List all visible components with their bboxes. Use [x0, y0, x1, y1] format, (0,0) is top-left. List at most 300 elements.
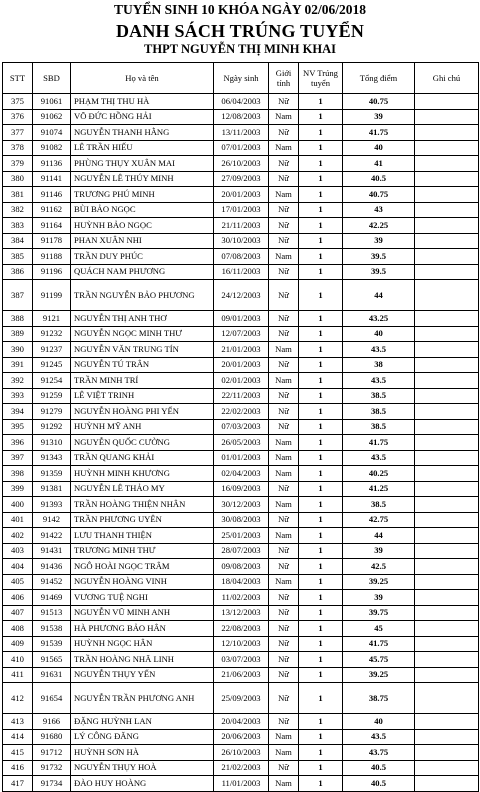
- cell-sbd: 91539: [33, 636, 71, 652]
- cell-note: [415, 109, 479, 125]
- cell-score: 44: [343, 528, 415, 544]
- cell-score: 41: [343, 156, 415, 172]
- cell-note: [415, 621, 479, 637]
- cell-stt: 392: [3, 373, 33, 389]
- cell-score: 38: [343, 357, 415, 373]
- cell-name: NGUYỄN NGỌC MINH THƯ: [71, 326, 214, 342]
- cell-sex: Nữ: [269, 171, 299, 187]
- cell-nv: 1: [299, 729, 343, 745]
- table-row: [3, 590, 479, 606]
- cell-note: [415, 466, 479, 482]
- cell-name: NGUYỄN HOÀNG VINH: [71, 574, 214, 590]
- cell-name: VƯƠNG TUỆ NGHI: [71, 590, 214, 606]
- cell-sex: Nữ: [269, 714, 299, 730]
- cell-dob: 30/08/2003: [214, 512, 269, 528]
- column-header-nv: NV Trúng tuyển: [299, 63, 343, 94]
- cell-sex: Nam: [269, 140, 299, 156]
- cell-note: [415, 156, 479, 172]
- cell-score: 39: [343, 590, 415, 606]
- cell-stt: 400: [3, 497, 33, 513]
- cell-score: 43: [343, 202, 415, 218]
- column-header-name: Họ và tên: [71, 63, 214, 94]
- cell-note: [415, 543, 479, 559]
- cell-name: NGÔ HOÀI NGỌC TRÂM: [71, 559, 214, 575]
- cell-stt: 378: [3, 140, 33, 156]
- cell-nv: 1: [299, 357, 343, 373]
- cell-name: TRẦN HOÀNG NHÃ LINH: [71, 652, 214, 668]
- cell-note: [415, 481, 479, 497]
- table-row: [3, 140, 479, 156]
- cell-score: 39.25: [343, 667, 415, 683]
- cell-sex: Nữ: [269, 621, 299, 637]
- cell-sbd: 91237: [33, 342, 71, 358]
- cell-dob: 22/08/2003: [214, 621, 269, 637]
- cell-sex: Nam: [269, 466, 299, 482]
- cell-name: HUỲNH MỸ ANH: [71, 419, 214, 435]
- cell-stt: 391: [3, 357, 33, 373]
- cell-name: TRẦN DUY PHÚC: [71, 249, 214, 265]
- cell-sex: Nam: [269, 187, 299, 203]
- cell-nv: 1: [299, 311, 343, 327]
- cell-nv: 1: [299, 109, 343, 125]
- cell-nv: 1: [299, 404, 343, 420]
- cell-note: [415, 435, 479, 451]
- cell-dob: 02/04/2003: [214, 466, 269, 482]
- cell-name: PHÙNG THỤY XUÂN MAI: [71, 156, 214, 172]
- cell-sbd: 91712: [33, 745, 71, 761]
- cell-note: [415, 311, 479, 327]
- cell-dob: 20/01/2003: [214, 357, 269, 373]
- cell-stt: 403: [3, 543, 33, 559]
- cell-sbd: 91146: [33, 187, 71, 203]
- cell-note: [415, 357, 479, 373]
- cell-score: 44: [343, 280, 415, 311]
- table-row: [3, 760, 479, 776]
- cell-note: [415, 249, 479, 265]
- cell-nv: 1: [299, 543, 343, 559]
- cell-sex: Nữ: [269, 636, 299, 652]
- cell-nv: 1: [299, 528, 343, 544]
- cell-dob: 21/02/2003: [214, 760, 269, 776]
- cell-stt: 388: [3, 311, 33, 327]
- table-row: [3, 714, 479, 730]
- cell-score: 38.5: [343, 497, 415, 513]
- cell-name: NGUYỄN THANH HẰNG: [71, 125, 214, 141]
- cell-stt: 406: [3, 590, 33, 606]
- cell-nv: 1: [299, 94, 343, 110]
- cell-nv: 1: [299, 683, 343, 714]
- cell-note: [415, 528, 479, 544]
- cell-sbd: 9121: [33, 311, 71, 327]
- cell-score: 39.75: [343, 605, 415, 621]
- cell-sex: Nữ: [269, 481, 299, 497]
- table-row: [3, 171, 479, 187]
- cell-sex: Nam: [269, 109, 299, 125]
- cell-sbd: 91141: [33, 171, 71, 187]
- cell-name: NGUYỄN THỊ ANH THƠ: [71, 311, 214, 327]
- cell-note: [415, 388, 479, 404]
- cell-stt: 411: [3, 667, 33, 683]
- cell-note: [415, 404, 479, 420]
- cell-sex: Nữ: [269, 760, 299, 776]
- cell-sbd: 91359: [33, 466, 71, 482]
- cell-score: 38.5: [343, 404, 415, 420]
- cell-name: LÊ VIỆT TRINH: [71, 388, 214, 404]
- cell-sbd: 91082: [33, 140, 71, 156]
- cell-nv: 1: [299, 745, 343, 761]
- cell-dob: 07/03/2003: [214, 419, 269, 435]
- cell-dob: 18/04/2003: [214, 574, 269, 590]
- cell-name: NGUYỄN THỤY HOÀ: [71, 760, 214, 776]
- cell-stt: 384: [3, 233, 33, 249]
- cell-dob: 11/02/2003: [214, 590, 269, 606]
- cell-stt: 413: [3, 714, 33, 730]
- cell-dob: 30/12/2003: [214, 497, 269, 513]
- cell-nv: 1: [299, 497, 343, 513]
- cell-dob: 12/08/2003: [214, 109, 269, 125]
- cell-stt: 404: [3, 559, 33, 575]
- cell-sbd: 91061: [33, 94, 71, 110]
- table-header-row: [3, 63, 479, 94]
- cell-dob: 07/01/2003: [214, 140, 269, 156]
- table-row: [3, 683, 479, 714]
- cell-nv: 1: [299, 218, 343, 234]
- cell-nv: 1: [299, 233, 343, 249]
- cell-sex: Nữ: [269, 233, 299, 249]
- cell-sex: Nữ: [269, 652, 299, 668]
- cell-note: [415, 636, 479, 652]
- cell-note: [415, 264, 479, 280]
- cell-sbd: 91279: [33, 404, 71, 420]
- cell-sbd: 91393: [33, 497, 71, 513]
- cell-note: [415, 202, 479, 218]
- cell-dob: 09/01/2003: [214, 311, 269, 327]
- cell-name: LƯU THANH THIỆN: [71, 528, 214, 544]
- table-row: [3, 264, 479, 280]
- cell-sbd: 91245: [33, 357, 71, 373]
- table-row: [3, 187, 479, 203]
- table-row: [3, 466, 479, 482]
- cell-dob: 11/01/2003: [214, 776, 269, 792]
- cell-sbd: 9166: [33, 714, 71, 730]
- cell-note: [415, 574, 479, 590]
- cell-name: PHẠM THỊ THU HÀ: [71, 94, 214, 110]
- cell-note: [415, 714, 479, 730]
- cell-sex: Nữ: [269, 683, 299, 714]
- table-row: [3, 109, 479, 125]
- cell-sbd: 9142: [33, 512, 71, 528]
- cell-dob: 09/08/2003: [214, 559, 269, 575]
- cell-nv: 1: [299, 512, 343, 528]
- cell-nv: 1: [299, 466, 343, 482]
- table-row: [3, 450, 479, 466]
- cell-note: [415, 125, 479, 141]
- cell-nv: 1: [299, 202, 343, 218]
- cell-score: 40.75: [343, 187, 415, 203]
- cell-name: TRƯƠNG MINH THƯ: [71, 543, 214, 559]
- cell-sex: Nam: [269, 574, 299, 590]
- cell-score: 39: [343, 109, 415, 125]
- cell-sex: Nữ: [269, 218, 299, 234]
- cell-note: [415, 140, 479, 156]
- table-row: [3, 621, 479, 637]
- cell-sex: Nữ: [269, 94, 299, 110]
- cell-stt: 377: [3, 125, 33, 141]
- cell-stt: 410: [3, 652, 33, 668]
- cell-sbd: 91162: [33, 202, 71, 218]
- cell-score: 40.25: [343, 466, 415, 482]
- cell-sex: Nam: [269, 342, 299, 358]
- cell-stt: 402: [3, 528, 33, 544]
- document-heading: TUYỂN SINH 10 KHÓA NGÀY 02/06/2018: [114, 2, 366, 17]
- cell-sex: Nam: [269, 776, 299, 792]
- cell-name: HUỲNH MINH KHƯƠNG: [71, 466, 214, 482]
- table-row: [3, 667, 479, 683]
- table-row: [3, 497, 479, 513]
- cell-dob: 20/01/2003: [214, 187, 269, 203]
- cell-nv: 1: [299, 187, 343, 203]
- cell-nv: 1: [299, 264, 343, 280]
- cell-dob: 16/11/2003: [214, 264, 269, 280]
- cell-score: 43.5: [343, 373, 415, 389]
- cell-note: [415, 683, 479, 714]
- cell-stt: 387: [3, 280, 33, 311]
- cell-dob: 27/09/2003: [214, 171, 269, 187]
- table-row: [3, 280, 479, 311]
- cell-dob: 03/07/2003: [214, 652, 269, 668]
- cell-note: [415, 605, 479, 621]
- cell-name: NGUYỄN TÚ TRÂN: [71, 357, 214, 373]
- cell-stt: 416: [3, 760, 33, 776]
- table-body: [3, 94, 479, 792]
- cell-sbd: 91732: [33, 760, 71, 776]
- cell-score: 43.5: [343, 342, 415, 358]
- table-row: [3, 652, 479, 668]
- cell-sbd: 91074: [33, 125, 71, 141]
- cell-score: 39: [343, 543, 415, 559]
- cell-nv: 1: [299, 450, 343, 466]
- cell-stt: 383: [3, 218, 33, 234]
- table-row: [3, 94, 479, 110]
- table-row: [3, 311, 479, 327]
- cell-stt: 412: [3, 683, 33, 714]
- cell-stt: 396: [3, 435, 33, 451]
- table-row: [3, 326, 479, 342]
- cell-sex: Nữ: [269, 156, 299, 172]
- cell-stt: 380: [3, 171, 33, 187]
- cell-nv: 1: [299, 621, 343, 637]
- cell-score: 40: [343, 326, 415, 342]
- cell-score: 42.75: [343, 512, 415, 528]
- cell-dob: 20/06/2003: [214, 729, 269, 745]
- cell-stt: 375: [3, 94, 33, 110]
- cell-score: 41.75: [343, 125, 415, 141]
- cell-note: [415, 729, 479, 745]
- cell-dob: 26/05/2003: [214, 435, 269, 451]
- cell-stt: 405: [3, 574, 33, 590]
- cell-nv: 1: [299, 667, 343, 683]
- cell-sbd: 91164: [33, 218, 71, 234]
- cell-score: 42.5: [343, 559, 415, 575]
- table-row: [3, 729, 479, 745]
- cell-nv: 1: [299, 636, 343, 652]
- cell-sbd: 91436: [33, 559, 71, 575]
- table-row: [3, 605, 479, 621]
- table-row: [3, 636, 479, 652]
- cell-dob: 26/10/2003: [214, 156, 269, 172]
- cell-sex: Nam: [269, 249, 299, 265]
- cell-sbd: 91062: [33, 109, 71, 125]
- cell-note: [415, 667, 479, 683]
- cell-name: NGUYỄN QUỐC CƯỜNG: [71, 435, 214, 451]
- cell-stt: 399: [3, 481, 33, 497]
- cell-score: 42.25: [343, 218, 415, 234]
- cell-sbd: 91196: [33, 264, 71, 280]
- cell-score: 38.5: [343, 419, 415, 435]
- table-row: [3, 776, 479, 792]
- cell-score: 39: [343, 233, 415, 249]
- cell-note: [415, 559, 479, 575]
- cell-stt: 389: [3, 326, 33, 342]
- cell-sex: Nam: [269, 497, 299, 513]
- cell-name: PHAN XUÂN NHI: [71, 233, 214, 249]
- cell-score: 38.75: [343, 683, 415, 714]
- cell-note: [415, 590, 479, 606]
- cell-stt: 415: [3, 745, 33, 761]
- cell-nv: 1: [299, 760, 343, 776]
- cell-sex: Nữ: [269, 559, 299, 575]
- column-header-dob: Ngày sinh: [214, 63, 269, 94]
- cell-score: 45: [343, 621, 415, 637]
- table-row: [3, 357, 479, 373]
- cell-nv: 1: [299, 435, 343, 451]
- cell-sex: Nam: [269, 450, 299, 466]
- cell-dob: 21/01/2003: [214, 342, 269, 358]
- table-row: [3, 388, 479, 404]
- table-row: [3, 125, 479, 141]
- cell-sbd: 91254: [33, 373, 71, 389]
- cell-stt: 394: [3, 404, 33, 420]
- cell-nv: 1: [299, 342, 343, 358]
- cell-stt: 408: [3, 621, 33, 637]
- cell-name: TRẦN NGUYỄN BẢO PHƯƠNG: [71, 280, 214, 311]
- cell-sbd: 91513: [33, 605, 71, 621]
- table-row: [3, 233, 479, 249]
- school-name: THPT NGUYỄN THỊ MINH KHAI: [144, 42, 336, 56]
- table-row: [3, 512, 479, 528]
- cell-name: LÝ CÔNG ĐĂNG: [71, 729, 214, 745]
- cell-nv: 1: [299, 574, 343, 590]
- cell-sbd: 91188: [33, 249, 71, 265]
- cell-score: 40.5: [343, 760, 415, 776]
- cell-sbd: 91259: [33, 388, 71, 404]
- cell-stt: 393: [3, 388, 33, 404]
- cell-dob: 17/01/2003: [214, 202, 269, 218]
- cell-score: 40: [343, 714, 415, 730]
- cell-dob: 12/07/2003: [214, 326, 269, 342]
- cell-sbd: 91232: [33, 326, 71, 342]
- cell-dob: 22/02/2003: [214, 404, 269, 420]
- cell-score: 43.5: [343, 729, 415, 745]
- cell-note: [415, 450, 479, 466]
- cell-sbd: 91654: [33, 683, 71, 714]
- cell-sex: Nam: [269, 528, 299, 544]
- table-row: [3, 559, 479, 575]
- cell-stt: 414: [3, 729, 33, 745]
- cell-score: 39.25: [343, 574, 415, 590]
- cell-nv: 1: [299, 776, 343, 792]
- table-row: [3, 404, 479, 420]
- cell-sex: Nữ: [269, 326, 299, 342]
- cell-name: TRẦN HOÀNG THIỆN NHÂN: [71, 497, 214, 513]
- table-row: [3, 218, 479, 234]
- cell-sex: Nam: [269, 435, 299, 451]
- cell-note: [415, 342, 479, 358]
- cell-dob: 21/11/2003: [214, 218, 269, 234]
- cell-nv: 1: [299, 559, 343, 575]
- cell-score: 45.75: [343, 652, 415, 668]
- cell-nv: 1: [299, 419, 343, 435]
- table-row: [3, 481, 479, 497]
- cell-sbd: 91422: [33, 528, 71, 544]
- cell-note: [415, 419, 479, 435]
- cell-stt: 382: [3, 202, 33, 218]
- cell-score: 43.25: [343, 311, 415, 327]
- cell-note: [415, 760, 479, 776]
- cell-nv: 1: [299, 388, 343, 404]
- cell-nv: 1: [299, 605, 343, 621]
- cell-score: 38.5: [343, 388, 415, 404]
- cell-name: TRẦN MINH TRÍ: [71, 373, 214, 389]
- cell-sbd: 91469: [33, 590, 71, 606]
- cell-sex: Nam: [269, 373, 299, 389]
- cell-name: NGUYỄN LÊ THẢO MY: [71, 481, 214, 497]
- cell-sex: Nữ: [269, 280, 299, 311]
- table-row: [3, 373, 479, 389]
- cell-sbd: 91631: [33, 667, 71, 683]
- cell-dob: 25/09/2003: [214, 683, 269, 714]
- cell-sbd: 91680: [33, 729, 71, 745]
- cell-dob: 28/07/2003: [214, 543, 269, 559]
- cell-sex: Nữ: [269, 667, 299, 683]
- cell-name: NGUYỄN HOÀNG PHI YẾN: [71, 404, 214, 420]
- cell-stt: 379: [3, 156, 33, 172]
- cell-nv: 1: [299, 249, 343, 265]
- cell-name: TRƯƠNG PHÚ MINH: [71, 187, 214, 203]
- cell-note: [415, 326, 479, 342]
- cell-name: HUỲNH NGỌC HÂN: [71, 636, 214, 652]
- cell-name: NGUYỄN LÊ THÚY MINH: [71, 171, 214, 187]
- cell-name: NGUYỄN TRẦN PHƯƠNG ANH: [71, 683, 214, 714]
- cell-sbd: 91734: [33, 776, 71, 792]
- cell-sex: Nữ: [269, 512, 299, 528]
- column-header-sbd: SBD: [33, 63, 71, 94]
- cell-dob: 06/04/2003: [214, 94, 269, 110]
- cell-sbd: 91310: [33, 435, 71, 451]
- cell-stt: 417: [3, 776, 33, 792]
- cell-stt: 381: [3, 187, 33, 203]
- cell-note: [415, 94, 479, 110]
- table-row: [3, 342, 479, 358]
- cell-sbd: 91292: [33, 419, 71, 435]
- cell-sex: Nữ: [269, 543, 299, 559]
- cell-dob: 21/06/2003: [214, 667, 269, 683]
- cell-dob: 02/01/2003: [214, 373, 269, 389]
- cell-stt: 409: [3, 636, 33, 652]
- cell-score: 43.5: [343, 450, 415, 466]
- cell-name: TRẦN QUANG KHẢI: [71, 450, 214, 466]
- cell-sex: Nữ: [269, 404, 299, 420]
